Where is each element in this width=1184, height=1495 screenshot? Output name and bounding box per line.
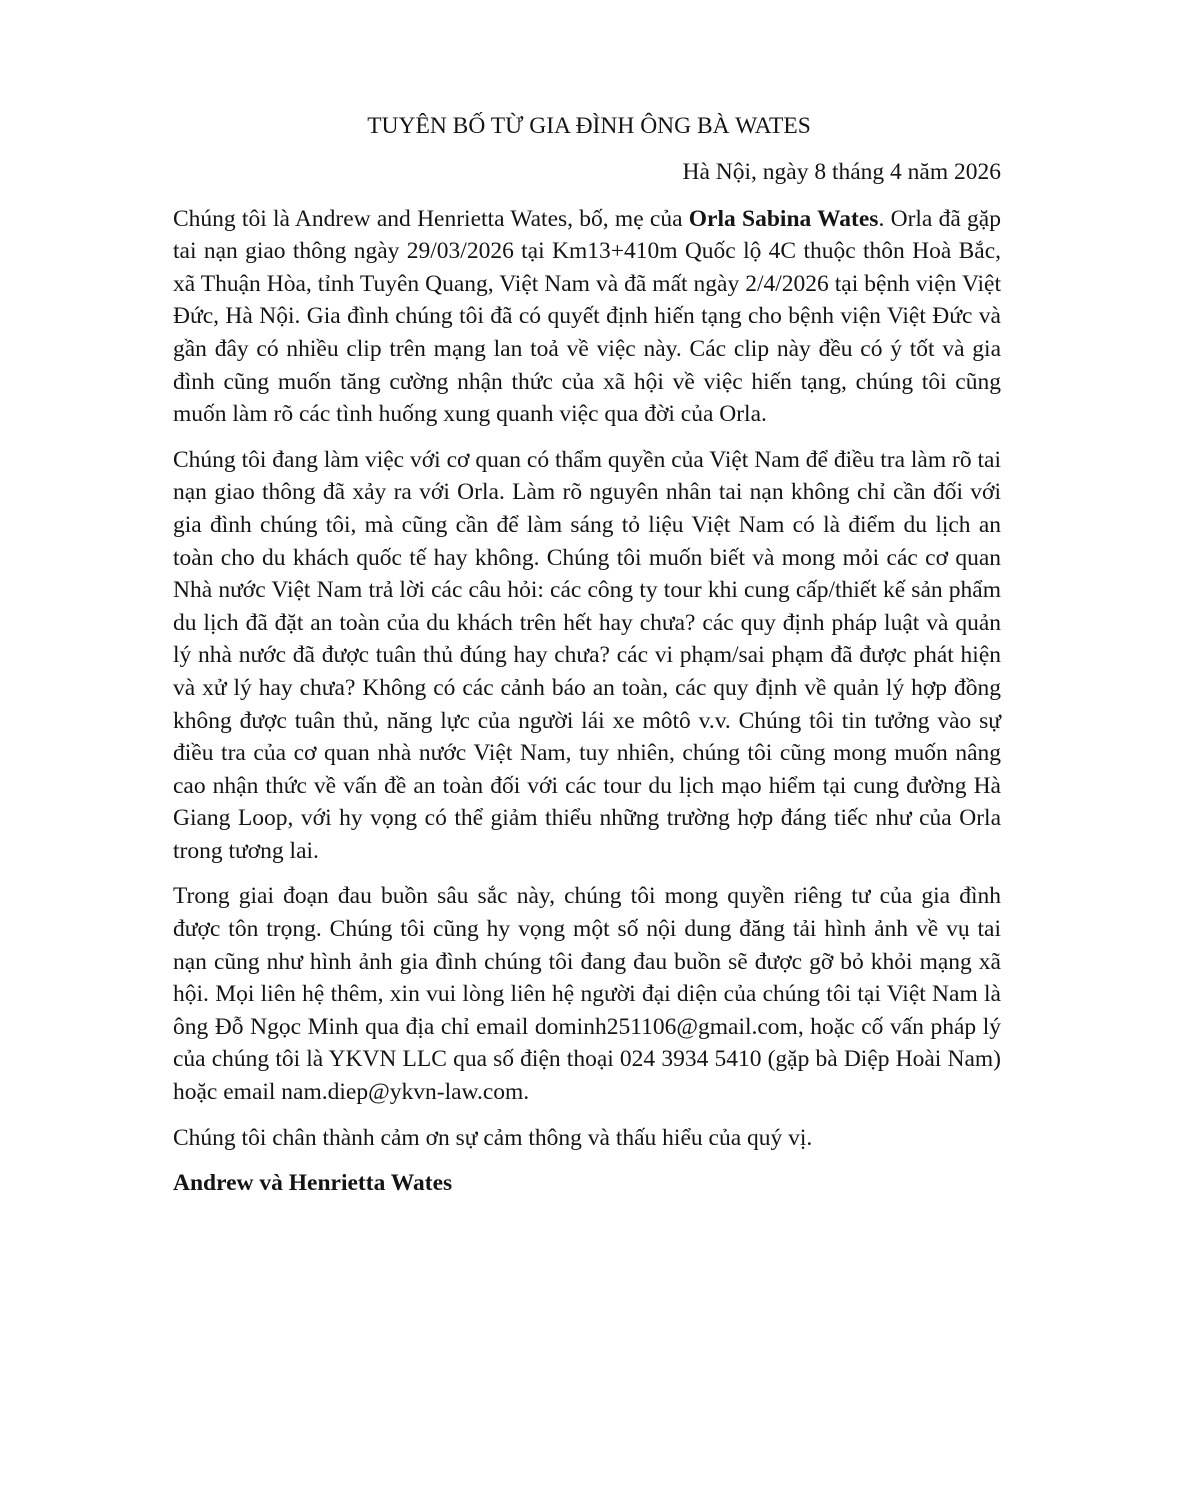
statement-document <box>173 110 1001 1200</box>
paragraph-introduction-lead: Chúng tôi là Andrew and Henrietta Wates, bố, mẹ của <box>173 205 689 232</box>
closing-thanks: Chúng tôi chân thành cảm ơn sự cảm thông và thấu hiểu của quý vị. <box>173 1124 813 1151</box>
place-date: Hà Nội, ngày 8 tháng 4 năm 2026 <box>682 159 1001 185</box>
paragraph-investigation: Chúng tôi đang làm việc với cơ quan có thẩm quyền của Việt Nam để điều tra làm rõ tai nạn giao thông đã xảy ra với Orla. Làm rõ nguyên nhân tai nạn không chỉ cần đối với gia đình chúng tôi, mà cũng cần để làm sáng tỏ liệu Việt Nam có là điểm du lịch an toàn cho du khách quốc tế hay không. Chúng tôi muốn biết và mong mỏi các cơ quan Nhà nước Việt Nam trả lời các câu hỏi: các công ty tour khi cung cấp/thiết kế sản phẩm du lịch đã đặt an toàn của du khách trên hết hay chưa? các quy định pháp luật và quản lý nhà nước đã được tuân thủ đúng hay chưa? các vi phạm/sai phạm đã được phát hiện và xử lý hay chưa? Không có các cảnh báo an toàn, các quy định về quản lý hợp đồng không được tuân thủ, năng lực của người lái xe môtô v.v. Chúng tôi tin tưởng vào sự điều tra của cơ quan nhà nước Việt Nam, tuy nhiên, chúng tôi cũng mong muốn nâng cao nhận thức về vấn đề an toàn đối với các tour du lịch mạo hiểm tại cung đường Hà Giang Loop, với hy vọng có thể giảm thiểu những trường hợp đáng tiếc như của Orla trong tương lai. <box>173 446 1001 864</box>
paragraph-introduction <box>173 203 1001 431</box>
deceased-name: Orla Sabina Wates <box>688 205 879 232</box>
signature: Andrew và Henrietta Wates <box>173 1170 453 1197</box>
paragraph-introduction-body: . Orla đã gặp tai nạn giao thông ngày 29/03/2026 tại Km13+410m Quốc lộ 4C thuộc thôn Hoà Bắc, xã Thuận Hòa, tỉnh Tuyên Quang, Việt Nam và đã mất ngày 2/4/2026 tại bệnh viện Việt Đức, Hà Nội. Gia đình chúng tôi đã có quyết định hiến tạng cho bệnh viện Việt Đức và gần đây có nhiều clip trên mạng lan toả về việc này. Các clip này đều có ý tốt và gia đình cũng muốn tăng cường nhận thức của xã hội về việc hiến tạng, chúng tôi cũng muốn làm rõ các tình huống xung quanh việc qua đời của Orla. <box>173 205 1001 428</box>
paragraph-privacy-contact: Trong giai đoạn đau buồn sâu sắc này, chúng tôi mong quyền riêng tư của gia đình được tôn trọng. Chúng tôi cũng hy vọng một số nội dung đăng tải hình ảnh về vụ tai nạn cũng như hình ảnh gia đình chúng tôi đang đau buồn sẽ được gỡ bỏ khỏi mạng xã hội. Mọi liên hệ thêm, xin vui lòng liên hệ người đại diện của chúng tôi tại Việt Nam là ông Đỗ Ngọc Minh qua địa chỉ email dominh251106@gmail.com, hoặc cố vấn pháp lý của chúng tôi là YKVN LLC qua số điện thoại 024 3934 5410 (gặp bà Diệp Hoài Nam) hoặc email nam.diep@ykvn-law.com. <box>173 883 1001 1106</box>
document-title: TUYÊN BỐ TỪ GIA ĐÌNH ÔNG BÀ WATES <box>367 113 811 139</box>
